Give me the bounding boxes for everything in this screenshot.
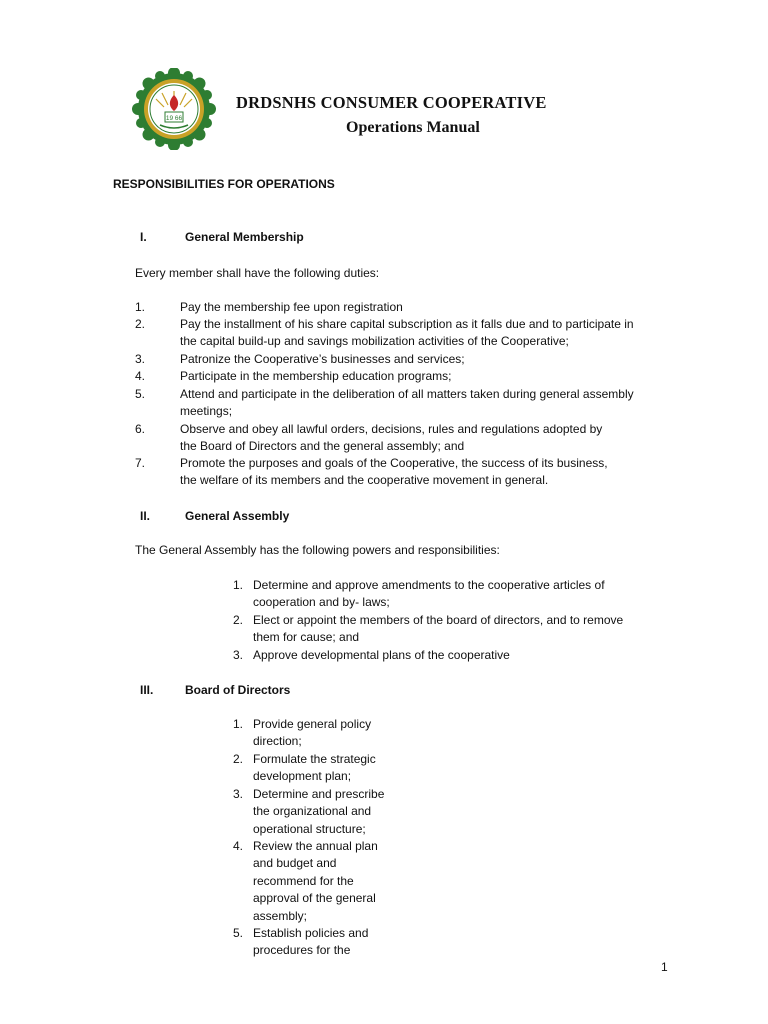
cooperative-title: DRDSNHS CONSUMER COOPERATIVE xyxy=(236,93,547,112)
section-numeral: I. xyxy=(140,230,147,244)
section-intro: The General Assembly has the following powers and responsibilities: xyxy=(135,543,500,557)
section-title: General Assembly xyxy=(185,509,290,523)
seal-year: 19 66 xyxy=(165,115,183,122)
section-title: General Membership xyxy=(185,230,304,244)
section-intro: Every member shall have the following duties: xyxy=(135,266,380,280)
section-title: Board of Directors xyxy=(185,683,291,697)
document-page: 19 66 DRDSNHS CONSUMER COOPERATIVE Operations Manual RESPONSIBILITIES FOR OPERATIONS I. General Membership Every member shall have the following duties: 1. Pay the membership fee upon registration 2. Pay the installment of his share capital subscription as it falls due and to participate in the capital build-up and savings mobilization activities of the Cooperative; 3. Patronize the Cooperative’s businesses and services; 4. Participate in the membership education programs; 5. Attend and participate in the deliberation of all matters taken during general assembly meetings; 6. Observe and obey all lawful orders, decisions, rules and regulations adopted by the Board of Directors and the general assembly; and 7. Promote the purposes and goals of the Cooperative, the success of its business, the welfare of its members and the cooperative movement in general. II. General Assembly The General Assembly has the following powers and responsibilities: 1. Determine and approve amendments to the cooperative articles of cooperation and by- laws; 2. Elect or appoint the members of the board of directors, and to remove them for cause; and 3. Approve developmental plans of the cooperative III. Board of Directors 1. Provide general policy direction; 2. Formulate the strategic development plan; 3. Determine and prescribe the organizational and operational structure; 4. Review the annual plan and budget and recommend for the approval of the general assembly; 5. Establish policies and procedures for the 1 xyxy=(0,0,768,1024)
school-seal-logo xyxy=(130,68,218,150)
manual-subtitle: Operations Manual xyxy=(346,119,480,136)
page-number: 1 xyxy=(661,960,668,974)
section-numeral: III. xyxy=(140,683,154,697)
document-heading: RESPONSIBILITIES FOR OPERATIONS xyxy=(113,177,335,191)
section-numeral: II. xyxy=(140,509,151,523)
